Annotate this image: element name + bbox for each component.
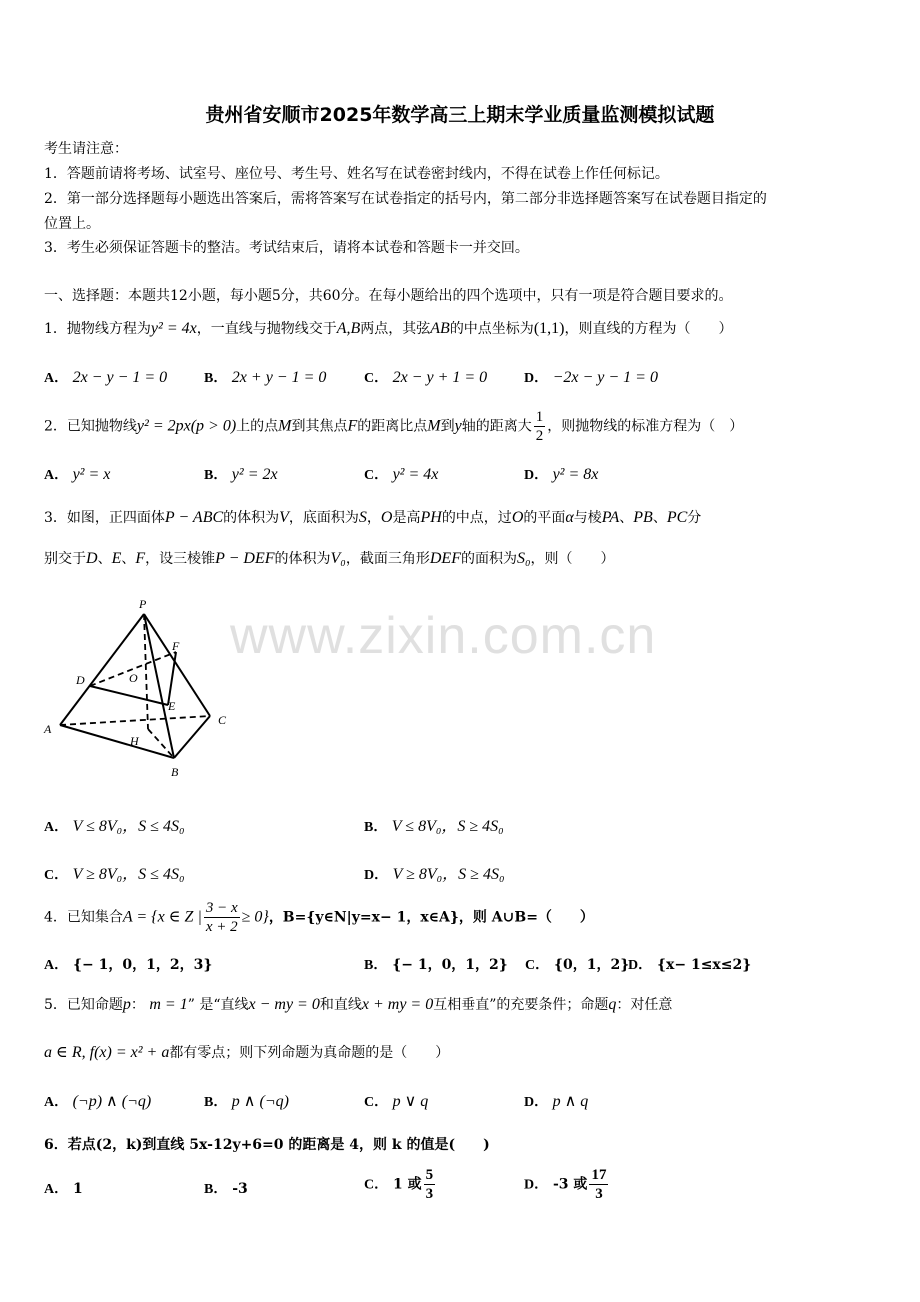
label-a: A bbox=[44, 722, 52, 736]
q3-option-d[interactable]: D． V ≥ 8V₀，S ≥ 4S₀ bbox=[364, 866, 505, 883]
question-3-line-2: 别交于D、E、F，设三棱锥P − DEF的体积为V₀，截面三角形DEF的面积为S₀，则（ ） bbox=[44, 550, 615, 567]
q5-option-b[interactable]: B． p ∧ (¬q) bbox=[204, 1093, 289, 1110]
q1-option-b[interactable]: B． 2x + y − 1 = 0 bbox=[204, 369, 327, 386]
q4-option-a[interactable]: A． {− 1，0，1，2，3} bbox=[44, 957, 213, 973]
q6-option-d[interactable]: D． -3 或 $\frac{17}{3}$ bbox=[524, 1167, 607, 1202]
label-c: C bbox=[218, 713, 227, 727]
fraction-seventeen-thirds: $\frac{17}{3}$ bbox=[591, 1167, 607, 1202]
label-d: D bbox=[76, 673, 85, 687]
label-o: O bbox=[129, 671, 138, 685]
notice-item-2: 2．第一部分选择题每小题选出答案后，需将答案写在试卷指定的括号内，第二部分非选择题答案写在试卷题目指定的 bbox=[44, 191, 767, 207]
q6-option-c[interactable]: C． 1 或 $\frac{5}{3}$ bbox=[364, 1167, 434, 1202]
label-f: F bbox=[172, 639, 180, 653]
q4-option-c[interactable]: C． {0，1，2} bbox=[525, 957, 630, 973]
question-2: 2．已知抛物线y² = 2px(p > 0)上的点M到其焦点F的距离比点M到y轴的距离大 $\frac{1}{2}$ ，则抛物线的标准方程为（ ） bbox=[44, 409, 744, 444]
q1-option-d[interactable]: D． −2x − y − 1 = 0 bbox=[524, 369, 658, 386]
question-5-line-1: 5．已知命题p： m = 1” 是“直线x − my = 0和直线x + my = 0互相垂直”的充要条件；命题q：对任意 bbox=[44, 996, 673, 1013]
notice-heading: 考生请注意： bbox=[44, 141, 128, 157]
fraction-one-half: $\frac{1}{2}$ bbox=[535, 409, 544, 444]
page-title: 贵州省安顺市2025年数学高三上期末学业质量监测模拟试题 bbox=[205, 104, 715, 126]
q5-option-c[interactable]: C． p ∨ q bbox=[364, 1093, 429, 1110]
q4-option-b[interactable]: B． {− 1，0，1，2} bbox=[364, 957, 508, 973]
q6-option-b[interactable]: B． -3 bbox=[204, 1181, 248, 1197]
label-e: E bbox=[168, 699, 176, 713]
q5-option-a[interactable]: A． (¬p) ∧ (¬q) bbox=[44, 1093, 152, 1110]
notice-item-2-cont: 位置上。 bbox=[44, 216, 100, 232]
question-6: 6．若点(2，k)到直线 5x-12y+6=0 的距离是 4，则 k 的值是( ) bbox=[44, 1137, 490, 1153]
label-b: B bbox=[171, 765, 179, 779]
q1-option-a[interactable]: A． 2x − y − 1 = 0 bbox=[44, 369, 168, 386]
notice-item-1: 1．答题前请将考场、试室号、座位号、考生号、姓名写在试卷密封线内，不得在试卷上作任何标记。 bbox=[44, 166, 669, 182]
section-heading: 一、选择题：本题共12小题，每小题5分，共60分。在每小题给出的四个选项中，只有一项是符合题目要求的。 bbox=[44, 288, 733, 304]
watermark: www.zixin.com.cn bbox=[230, 607, 657, 665]
question-4: 4．已知集合A = {x ∈ Z | $\frac{3 - x}{x + 2}$ ≥ 0}，B={y∈N|y=x− 1，x∈A}，则 A∪B=（ ） bbox=[44, 900, 594, 935]
q1-option-c[interactable]: C． 2x − y + 1 = 0 bbox=[364, 369, 488, 386]
q2-option-b[interactable]: B． y² = 2x bbox=[204, 466, 278, 483]
question-3-line-1: 3．如图，正四面体P − ABC的体积为V，底面积为S，O是高PH的中点，过O的平面α与棱PA、PB、PC分 bbox=[44, 509, 702, 526]
fraction-set-condition: $\frac{3 - x}{x + 2}$ bbox=[205, 900, 238, 935]
fraction-five-thirds: $\frac{5}{3}$ bbox=[425, 1167, 434, 1202]
q2-option-a[interactable]: A． y² = x bbox=[44, 466, 111, 483]
q2-option-c[interactable]: C． y² = 4x bbox=[364, 466, 439, 483]
label-h: H bbox=[130, 734, 139, 748]
q3-option-a[interactable]: A． V ≤ 8V₀，S ≤ 4S₀ bbox=[44, 818, 185, 835]
question-1: 1．抛物线方程为y² = 4x，一直线与抛物线交于A,B两点，其弦AB的中点坐标为(1,1)，则直线的方程为（ ） bbox=[44, 320, 733, 337]
q3-option-b[interactable]: B． V ≤ 8V₀，S ≥ 4S₀ bbox=[364, 818, 504, 835]
q5-option-d[interactable]: D． p ∧ q bbox=[524, 1093, 589, 1110]
q2-option-d[interactable]: D． y² = 8x bbox=[524, 466, 599, 483]
notice-item-3: 3．考生必须保证答题卡的整洁。考试结束后，请将本试卷和答题卡一并交回。 bbox=[44, 240, 529, 256]
label-p: P bbox=[139, 597, 147, 611]
question-5-line-2: a ∈ R, f(x) = x² + a都有零点；则下列命题为真命题的是（ ） bbox=[44, 1044, 450, 1061]
q6-option-a[interactable]: A． 1 bbox=[44, 1181, 83, 1197]
tetrahedron-figure bbox=[36, 592, 246, 782]
q3-option-c[interactable]: C． V ≥ 8V₀，S ≤ 4S₀ bbox=[44, 866, 185, 883]
q4-option-d[interactable]: D． {x− 1≤x≤2} bbox=[628, 957, 752, 973]
